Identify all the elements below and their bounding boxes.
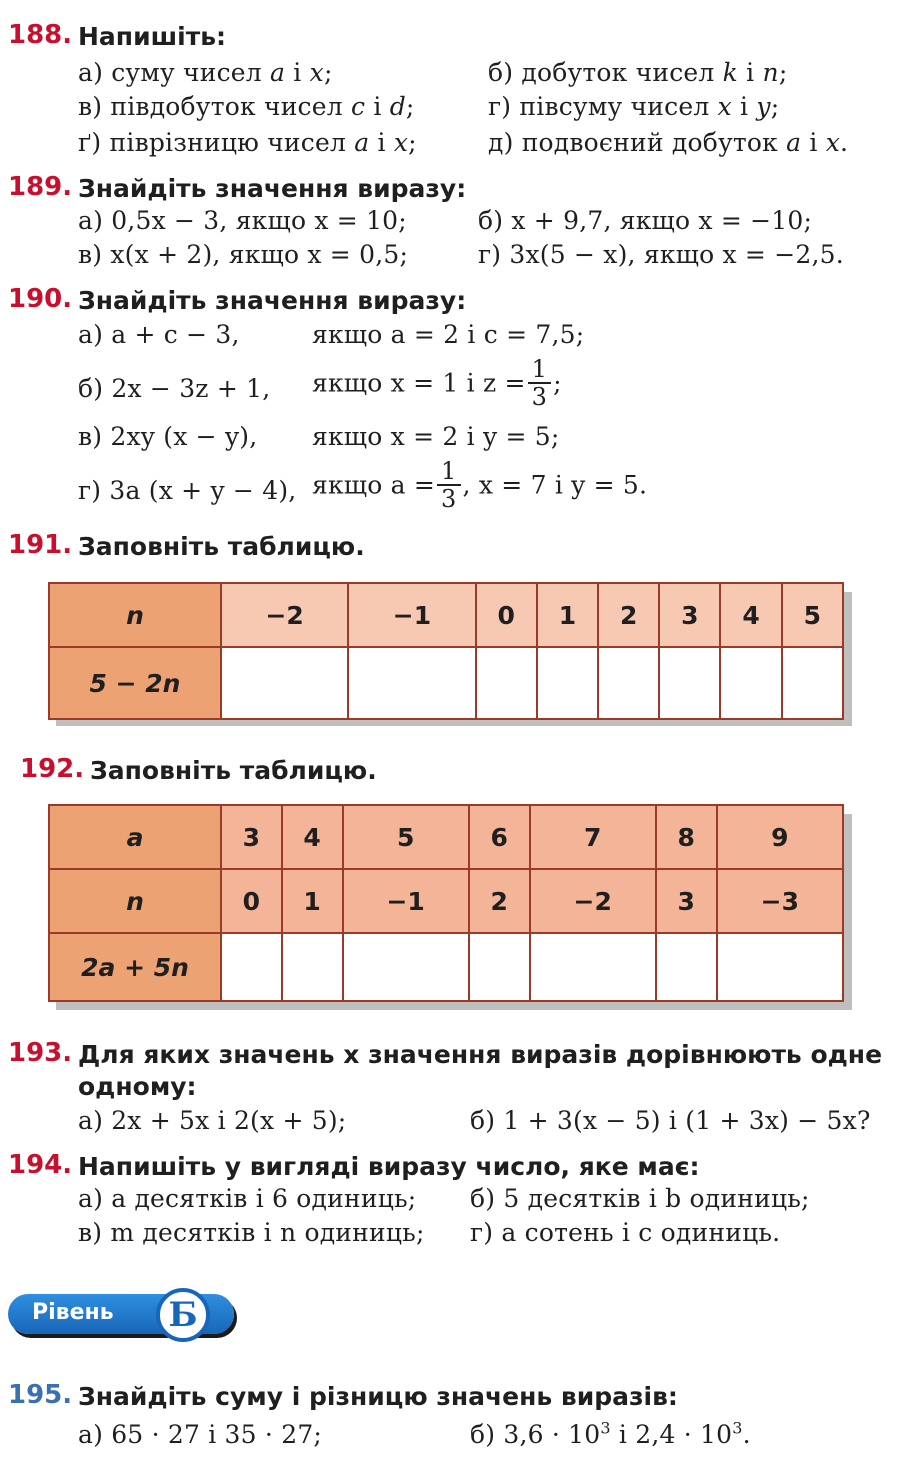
- exercise-189-a: а) 0,5x − 3, якщо x = 10;: [78, 206, 407, 235]
- table-empty-cell: [720, 647, 781, 719]
- table-cell: 8: [656, 805, 717, 869]
- exercise-191-heading: Заповніть таблицю.: [78, 532, 365, 561]
- table-cell: 5: [782, 583, 843, 647]
- exercise-194-heading: Напишіть у вигляді виразу число, яке має:: [78, 1152, 700, 1181]
- table-empty-cell: [656, 933, 717, 1001]
- table-cell: 3: [656, 869, 717, 933]
- exercise-number-192: 192.: [20, 754, 85, 784]
- table-empty-cell: [221, 647, 348, 719]
- table-empty-cell: [782, 647, 843, 719]
- exercise-192-heading: Заповніть таблицю.: [90, 756, 377, 785]
- table-header-expression: 5 − 2n: [49, 647, 221, 719]
- exercise-195-a: а) 65 · 27 і 35 · 27;: [78, 1420, 323, 1449]
- table-cell: 5: [343, 805, 469, 869]
- exercise-194-v: в) m десятків і n одиниць;: [78, 1218, 425, 1247]
- table-cell: 9: [717, 805, 843, 869]
- exercise-number-193: 193.: [8, 1038, 73, 1068]
- exercise-190-v-expr: в) 2xy (x − y),: [78, 422, 258, 451]
- table-header-expression: 2a + 5n: [49, 933, 221, 1001]
- table-cell: 4: [282, 805, 343, 869]
- exercise-189-b: б) x + 9,7, якщо x = −10;: [478, 206, 813, 235]
- table-cell: 2: [469, 869, 530, 933]
- exercise-188-gg: ґ) піврізницю чисел a і x;: [78, 128, 417, 157]
- exercise-number-191: 191.: [8, 530, 73, 560]
- table-empty-cell: [221, 933, 282, 1001]
- exercise-188-g: г) півсуму чисел x і y;: [488, 92, 780, 121]
- exercise-189-g: г) 3x(5 − x), якщо x = −2,5.: [478, 240, 844, 269]
- table-header-n: n: [49, 583, 221, 647]
- table-header-a: a: [49, 805, 221, 869]
- table-cell: 6: [469, 805, 530, 869]
- level-label: Рівень: [32, 1300, 114, 1325]
- exercise-189-heading: Знайдіть значення виразу:: [78, 174, 467, 203]
- table-cell: 3: [659, 583, 720, 647]
- table-cell: −2: [530, 869, 656, 933]
- exercise-number-190: 190.: [8, 284, 73, 314]
- exercise-189-v: в) x(x + 2), якщо x = 0,5;: [78, 240, 409, 269]
- table-empty-cell: [476, 647, 537, 719]
- table-cell: 0: [221, 869, 282, 933]
- table-cell: −1: [343, 869, 469, 933]
- exercise-188-v: в) півдобуток чисел c і d;: [78, 92, 415, 121]
- exercise-193-heading: Для яких значень x значення виразів дорівнюють одне: [78, 1040, 883, 1069]
- exercise-190-a-cond: якщо a = 2 і c = 7,5;: [312, 320, 585, 349]
- exercise-193-a: а) 2x + 5x і 2(x + 5);: [78, 1106, 347, 1135]
- table-cell: 7: [530, 805, 656, 869]
- exercise-195-heading: Знайдіть суму і різницю значень виразів:: [78, 1382, 678, 1411]
- table-cell: −1: [348, 583, 475, 647]
- table-empty-cell: [530, 933, 656, 1001]
- table-empty-cell: [598, 647, 659, 719]
- table-192: [48, 804, 844, 1002]
- exercise-190-b-cond: якщо x = 1 і z = $\frac{1}{3}$ ;: [312, 355, 562, 411]
- table-cell: 0: [476, 583, 537, 647]
- exercise-190-a-expr: а) a + c − 3,: [78, 320, 240, 349]
- exercise-190-b-expr: б) 2x − 3z + 1,: [78, 374, 271, 403]
- exercise-number-189: 189.: [8, 172, 73, 202]
- exercise-190-g-expr: г) 3a (x + y − 4),: [78, 476, 297, 505]
- table-cell: 3: [221, 805, 282, 869]
- table-empty-cell: [717, 933, 843, 1001]
- level-letter: Б: [156, 1288, 210, 1342]
- level-badge: [8, 1288, 240, 1340]
- exercise-number-194: 194.: [8, 1150, 73, 1180]
- exercise-188-b: б) добуток чисел k і n;: [488, 58, 788, 87]
- exercise-190-heading: Знайдіть значення виразу:: [78, 286, 467, 315]
- exercise-188-heading: Напишіть:: [78, 22, 226, 51]
- exercise-190-g-cond: якщо a = $\frac{1}{3}$ , x = 7 і y = 5.: [312, 457, 648, 513]
- exercise-194-g: г) a сотень і c одиниць.: [470, 1218, 781, 1247]
- exercise-194-a: а) a десятків і 6 одиниць;: [78, 1184, 417, 1213]
- fraction-one-third: $\frac{1}{3}$: [528, 356, 551, 410]
- fraction-one-third: $\frac{1}{3}$: [437, 458, 460, 512]
- exercise-188-d: д) подвоєний добуток a і x.: [488, 128, 849, 157]
- table-cell: −2: [221, 583, 348, 647]
- table-empty-cell: [343, 933, 469, 1001]
- table-empty-cell: [348, 647, 475, 719]
- exercise-193-b: б) 1 + 3(x − 5) і (1 + 3x) − 5x?: [470, 1106, 871, 1135]
- table-cell: −3: [717, 869, 843, 933]
- exercise-194-b: б) 5 десятків і b одиниць;: [470, 1184, 810, 1213]
- table-cell: 1: [537, 583, 598, 647]
- exercise-193-heading-cont: одному:: [78, 1072, 197, 1101]
- exercise-195-b: б) $3,6 \cdot 10^3$ і $2,4 \cdot 10^3$.: [470, 1418, 751, 1449]
- table-191: [48, 582, 844, 720]
- exercise-188-a: а) суму чисел a і x;: [78, 58, 333, 87]
- table-empty-cell: [537, 647, 598, 719]
- table-empty-cell: [469, 933, 530, 1001]
- table-header-n: n: [49, 869, 221, 933]
- table-cell: 2: [598, 583, 659, 647]
- exercise-190-v-cond: якщо x = 2 і y = 5;: [312, 422, 560, 451]
- exercise-number-188: 188.: [8, 20, 73, 50]
- exercise-number-195: 195.: [8, 1380, 73, 1410]
- table-empty-cell: [659, 647, 720, 719]
- table-empty-cell: [282, 933, 343, 1001]
- table-cell: 4: [720, 583, 781, 647]
- table-cell: 1: [282, 869, 343, 933]
